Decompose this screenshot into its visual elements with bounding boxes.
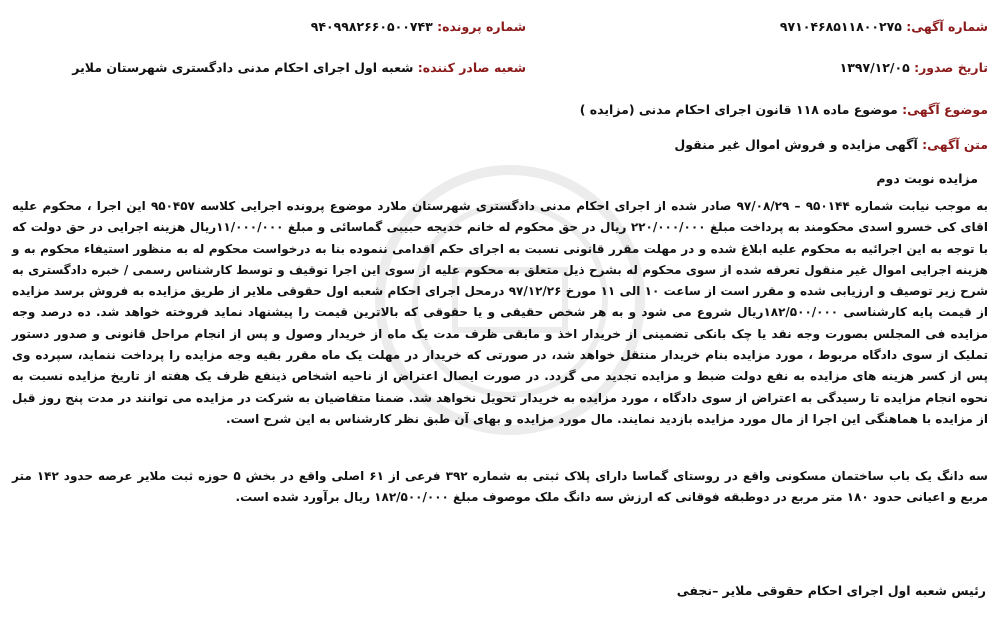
notice-subject-value: موضوع ماده ۱۱۸ قانون اجرای احکام مدنی (مزایده ) xyxy=(579,102,898,117)
property-description: سه دانگ یک باب ساختمان مسکونی واقع در روستای گماسا دارای پلاک ثبتی به شماره ۳۹۲ فرعی از ۶۱ اصلی واقع در بخش ۵ حوزه ثبت ملایر عرصه حدود ۱۴۲ متر مربع و اعیانی حدود ۱۸۰ متر مربع در دوطبقه فوقانی که ارزش سه دانگ ملک موصوف مبلغ ۱۸۲/۵۰۰/۰۰۰ ریال برآورد شده است. xyxy=(12,469,988,505)
notice-text-title: آگهی مزایده و فروش اموال غیر منقول xyxy=(674,137,918,152)
notice-text-label: متن آگهی: xyxy=(922,137,988,152)
notice-paragraph-main: به موجب نیابت شماره ۹۵۰۱۴۴ – ۹۷/۰۸/۲۹ صادر شده از اجرای احکام مدنی دادگستری شهرستان ملارد موضوع پرونده اجرایی کلاسه ۹۵۰۴۵۷ این اجرا ، محکوم علیه اقای کی خسرو اسدی محکومند به پرداخت مبلغ ۲۲۰/۰۰۰/۰۰۰ ریال در حق محکوم له خانم خدیجه حبیبی گماسائی و مبلغ ۱۱/۰۰۰/۰۰۰ریال هزینه اجرایی در حق دولت که با توجه به این اجرائیه به محکوم علیه ابلاغ شده و در مهلت مقرر قانونی نسبت به اجرای حکم اقدامی ننموده بنا به درخواست محکوم له به منظور استیفاء محکوم به و هزینه اجرایی اموال غیر منقول تعرفه شده از سوی محکوم له بشرح ذیل متعلق به محکوم علیه از سوی این اجرا توقیف و توسط کارشناس رسمی / خبره دادگستری به شرح زیر توصیف و ارزیابی شده و مقرر است از ساعت ۱۰ الی ۱۱ مورخ ۹۷/۱۲/۲۶ درمحل اجرای احکام شعبه اول حقوقی ملایر از طریق مزایده به فروش برسد مزایده از قیمت پایه کارشناسی ۱۸۲/۵۰۰/۰۰۰ریال شروع می شود و به هر شخص حقیقی و یا حقوقی که بالاترین قیمت را پیشنهاد نماید فروخته خواهد شد. ده درصد وجه مزایده فی المجلس بصورت وجه نقد یا چک بانکی تضمینی از خریدار اخذ و مابقی ظرف مدت یک ماه از خریدار وصول و پس از انجام مراحل قانونی و صدور دستور تملیک از سوی دادگاه مربوط ، مورد مزایده بنام خریدار منتقل خواهد شد، در صورتی که خریدار در مهلت یک ماه مقرر بقیه وجه مزایده را پرداخت ننماید، سپرده وی پس از کسر هزینه های مزایده به نفع دولت ضبط و مزایده تجدید می گردد. در صورت ایصال اعتراض از ناحیه اشخاص ذینفع ظرف یک هفته از تاریخ مزایده نسبت به نحوه انجام مزایده تا رسیدگی به اعتراض از سوی دادگاه ، مورد مزایده به خریدار تحویل نخواهد شد. ضمنا متقاضیان به شرکت در مزایده می توانند در مدت پنج روز قبل از مزایده با هماهنگی این اجرا از مال مورد مزایده بازدید نمایند. مال مورد مزایده و بهای آن طبق نظر کارشناس به این شرح است. xyxy=(12,199,989,426)
issuing-branch-label: شعبه صادر کننده: xyxy=(417,60,526,75)
notice-number xyxy=(780,18,988,36)
auction-round: مزایده نوبت دوم xyxy=(876,171,978,186)
issue-date xyxy=(840,59,988,77)
notice-subject xyxy=(580,101,988,119)
notice-text-heading xyxy=(674,136,988,154)
issue-date-label: تاریخ صدور: xyxy=(914,60,988,75)
issuing-branch xyxy=(72,59,526,77)
issue-date-value: ۱۳۹۷/۱۲/۰۵ xyxy=(839,60,910,75)
notice-subject-label: موضوع آگهی: xyxy=(902,102,988,117)
issuing-branch-value: شعبه اول اجرای احکام مدنی دادگستری شهرستان ملایر xyxy=(72,60,414,75)
notice-number-value: ۹۷۱۰۴۶۸۵۱۱۸۰۰۲۷۵ xyxy=(779,19,902,34)
case-number-label: شماره پرونده: xyxy=(437,19,526,34)
notice-number-label: شماره آگهی: xyxy=(906,19,988,34)
case-number-value: ۹۴۰۹۹۸۲۶۶۰۵۰۰۷۴۳ xyxy=(310,19,433,34)
case-number xyxy=(311,18,526,36)
signature-line: رئیس شعبه اول اجرای احکام حقوقی ملایر –نجفی xyxy=(676,583,986,598)
